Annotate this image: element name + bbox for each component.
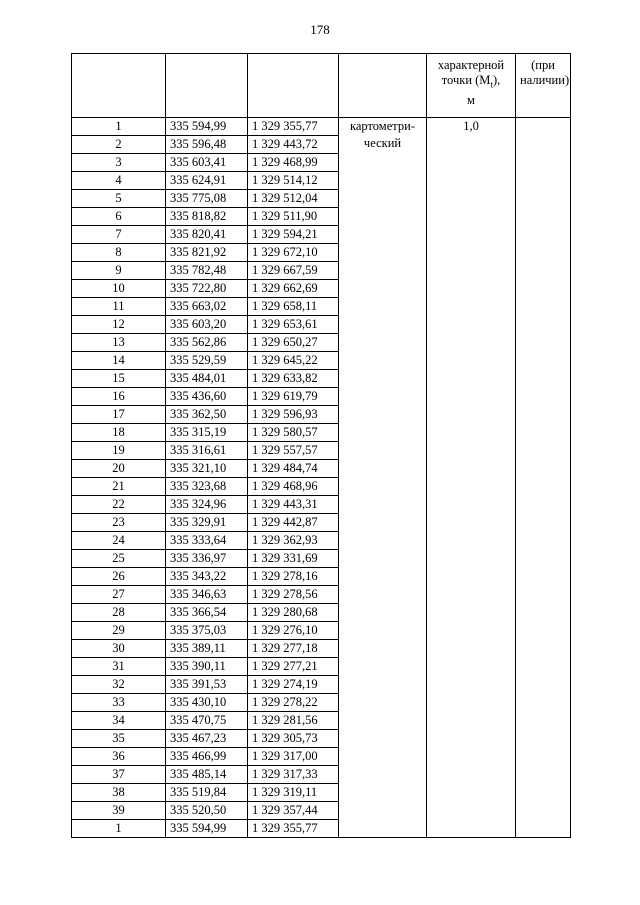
y-coordinate-cell: 1 329 512,04 <box>248 190 339 208</box>
header-cell-accuracy <box>427 54 516 118</box>
point-number-cell: 20 <box>72 460 166 478</box>
y-coordinate-cell: 1 329 580,57 <box>248 424 339 442</box>
y-coordinate-cell: 1 329 443,31 <box>248 496 339 514</box>
point-number-cell: 1 <box>72 118 166 136</box>
y-coordinate-cell: 1 329 514,12 <box>248 172 339 190</box>
point-number-cell: 13 <box>72 334 166 352</box>
accuracy-header-line2-pre: точки (М <box>441 73 491 87</box>
point-number-cell: 26 <box>72 568 166 586</box>
y-coordinate-cell: 1 329 633,82 <box>248 370 339 388</box>
y-coordinate-cell: 1 329 484,74 <box>248 460 339 478</box>
point-number-cell: 16 <box>72 388 166 406</box>
note-cell <box>516 118 571 838</box>
point-number-cell: 30 <box>72 640 166 658</box>
x-coordinate-cell: 335 519,84 <box>166 784 248 802</box>
point-number-cell: 9 <box>72 262 166 280</box>
y-coordinate-cell: 1 329 319,11 <box>248 784 339 802</box>
x-coordinate-cell: 335 596,48 <box>166 136 248 154</box>
note-header-line2: наличии) <box>520 73 570 87</box>
x-coordinate-cell: 335 436,60 <box>166 388 248 406</box>
point-number-cell: 6 <box>72 208 166 226</box>
x-coordinate-cell: 335 603,41 <box>166 154 248 172</box>
point-number-cell: 3 <box>72 154 166 172</box>
point-number-cell: 17 <box>72 406 166 424</box>
point-number-cell: 14 <box>72 352 166 370</box>
note-header-line1: (при <box>531 58 555 72</box>
point-number-cell: 2 <box>72 136 166 154</box>
y-coordinate-cell: 1 329 645,22 <box>248 352 339 370</box>
x-coordinate-cell: 335 818,82 <box>166 208 248 226</box>
y-coordinate-cell: 1 329 278,16 <box>248 568 339 586</box>
point-number-cell: 37 <box>72 766 166 784</box>
y-coordinate-cell: 1 329 653,61 <box>248 316 339 334</box>
y-coordinate-cell: 1 329 596,93 <box>248 406 339 424</box>
point-number-cell: 7 <box>72 226 166 244</box>
x-coordinate-cell: 335 329,91 <box>166 514 248 532</box>
x-coordinate-cell: 335 362,50 <box>166 406 248 424</box>
y-coordinate-cell: 1 329 278,22 <box>248 694 339 712</box>
y-coordinate-cell: 1 329 557,57 <box>248 442 339 460</box>
y-coordinate-cell: 1 329 511,90 <box>248 208 339 226</box>
y-coordinate-cell: 1 329 468,99 <box>248 154 339 172</box>
header-cell-point <box>72 54 166 118</box>
x-coordinate-cell: 335 520,50 <box>166 802 248 820</box>
y-coordinate-cell: 1 329 277,18 <box>248 640 339 658</box>
accuracy-header-line2-post: ), <box>492 73 501 87</box>
y-coordinate-cell: 1 329 442,87 <box>248 514 339 532</box>
point-number-cell: 35 <box>72 730 166 748</box>
x-coordinate-cell: 335 594,99 <box>166 820 248 838</box>
x-coordinate-cell: 335 391,53 <box>166 676 248 694</box>
x-coordinate-cell: 335 336,97 <box>166 550 248 568</box>
point-number-cell: 22 <box>72 496 166 514</box>
coordinates-table <box>71 53 571 838</box>
point-number-cell: 10 <box>72 280 166 298</box>
x-coordinate-cell: 335 603,20 <box>166 316 248 334</box>
y-coordinate-cell: 1 329 658,11 <box>248 298 339 316</box>
y-coordinate-cell: 1 329 672,10 <box>248 244 339 262</box>
x-coordinate-cell: 335 323,68 <box>166 478 248 496</box>
x-coordinate-cell: 335 375,03 <box>166 622 248 640</box>
x-coordinate-cell: 335 321,10 <box>166 460 248 478</box>
y-coordinate-cell: 1 329 274,19 <box>248 676 339 694</box>
y-coordinate-cell: 1 329 317,00 <box>248 748 339 766</box>
point-number-cell: 39 <box>72 802 166 820</box>
point-number-cell: 29 <box>72 622 166 640</box>
y-coordinate-cell: 1 329 443,72 <box>248 136 339 154</box>
y-coordinate-cell: 1 329 357,44 <box>248 802 339 820</box>
x-coordinate-cell: 335 821,92 <box>166 244 248 262</box>
x-coordinate-cell: 335 594,99 <box>166 118 248 136</box>
table-body <box>72 54 571 838</box>
x-coordinate-cell: 335 315,19 <box>166 424 248 442</box>
x-coordinate-cell: 335 470,75 <box>166 712 248 730</box>
x-coordinate-cell: 335 484,01 <box>166 370 248 388</box>
y-coordinate-cell: 1 329 278,56 <box>248 586 339 604</box>
method-cell <box>339 118 427 838</box>
point-number-cell: 36 <box>72 748 166 766</box>
y-coordinate-cell: 1 329 468,96 <box>248 478 339 496</box>
point-number-cell: 1 <box>72 820 166 838</box>
x-coordinate-cell: 335 343,22 <box>166 568 248 586</box>
y-coordinate-cell: 1 329 305,73 <box>248 730 339 748</box>
table-row <box>72 118 571 136</box>
method-line2: ческий <box>363 136 402 150</box>
point-number-cell: 28 <box>72 604 166 622</box>
x-coordinate-cell: 335 333,64 <box>166 532 248 550</box>
point-number-cell: 33 <box>72 694 166 712</box>
y-coordinate-cell: 1 329 277,21 <box>248 658 339 676</box>
point-number-cell: 23 <box>72 514 166 532</box>
x-coordinate-cell: 335 485,14 <box>166 766 248 784</box>
accuracy-cell: 1,0 <box>427 118 516 838</box>
point-number-cell: 27 <box>72 586 166 604</box>
y-coordinate-cell: 1 329 280,68 <box>248 604 339 622</box>
header-cell-y <box>248 54 339 118</box>
y-coordinate-cell: 1 329 619,79 <box>248 388 339 406</box>
y-coordinate-cell: 1 329 362,93 <box>248 532 339 550</box>
x-coordinate-cell: 335 820,41 <box>166 226 248 244</box>
x-coordinate-cell: 335 663,02 <box>166 298 248 316</box>
point-number-cell: 32 <box>72 676 166 694</box>
point-number-cell: 31 <box>72 658 166 676</box>
point-number-cell: 5 <box>72 190 166 208</box>
x-coordinate-cell: 335 430,10 <box>166 694 248 712</box>
x-coordinate-cell: 335 722,80 <box>166 280 248 298</box>
point-number-cell: 38 <box>72 784 166 802</box>
y-coordinate-cell: 1 329 331,69 <box>248 550 339 568</box>
x-coordinate-cell: 335 529,59 <box>166 352 248 370</box>
accuracy-header-line3: м <box>467 92 475 107</box>
header-cell-method <box>339 54 427 118</box>
y-coordinate-cell: 1 329 355,77 <box>248 118 339 136</box>
header-cell-x <box>166 54 248 118</box>
point-number-cell: 21 <box>72 478 166 496</box>
point-number-cell: 34 <box>72 712 166 730</box>
point-number-cell: 4 <box>72 172 166 190</box>
y-coordinate-cell: 1 329 594,21 <box>248 226 339 244</box>
y-coordinate-cell: 1 329 281,56 <box>248 712 339 730</box>
page-number: 178 <box>310 22 330 37</box>
header-cell-note <box>516 54 571 118</box>
point-number-cell: 8 <box>72 244 166 262</box>
x-coordinate-cell: 335 389,11 <box>166 640 248 658</box>
method-line1: картометри- <box>349 119 415 133</box>
point-number-cell: 11 <box>72 298 166 316</box>
y-coordinate-cell: 1 329 276,10 <box>248 622 339 640</box>
point-number-cell: 18 <box>72 424 166 442</box>
point-number-cell: 24 <box>72 532 166 550</box>
header-row <box>72 54 571 118</box>
x-coordinate-cell: 335 466,99 <box>166 748 248 766</box>
y-coordinate-cell: 1 329 650,27 <box>248 334 339 352</box>
point-number-cell: 12 <box>72 316 166 334</box>
x-coordinate-cell: 335 390,11 <box>166 658 248 676</box>
x-coordinate-cell: 335 324,96 <box>166 496 248 514</box>
point-number-cell: 19 <box>72 442 166 460</box>
x-coordinate-cell: 335 775,08 <box>166 190 248 208</box>
x-coordinate-cell: 335 467,23 <box>166 730 248 748</box>
x-coordinate-cell: 335 624,91 <box>166 172 248 190</box>
y-coordinate-cell: 1 329 355,77 <box>248 820 339 838</box>
point-number-cell: 25 <box>72 550 166 568</box>
x-coordinate-cell: 335 346,63 <box>166 586 248 604</box>
y-coordinate-cell: 1 329 317,33 <box>248 766 339 784</box>
accuracy-header-line1: характерной <box>437 58 505 72</box>
x-coordinate-cell: 335 782,48 <box>166 262 248 280</box>
point-number-cell: 15 <box>72 370 166 388</box>
x-coordinate-cell: 335 562,86 <box>166 334 248 352</box>
y-coordinate-cell: 1 329 662,69 <box>248 280 339 298</box>
x-coordinate-cell: 335 366,54 <box>166 604 248 622</box>
x-coordinate-cell: 335 316,61 <box>166 442 248 460</box>
y-coordinate-cell: 1 329 667,59 <box>248 262 339 280</box>
accuracy-header-subscript: t <box>490 79 493 90</box>
